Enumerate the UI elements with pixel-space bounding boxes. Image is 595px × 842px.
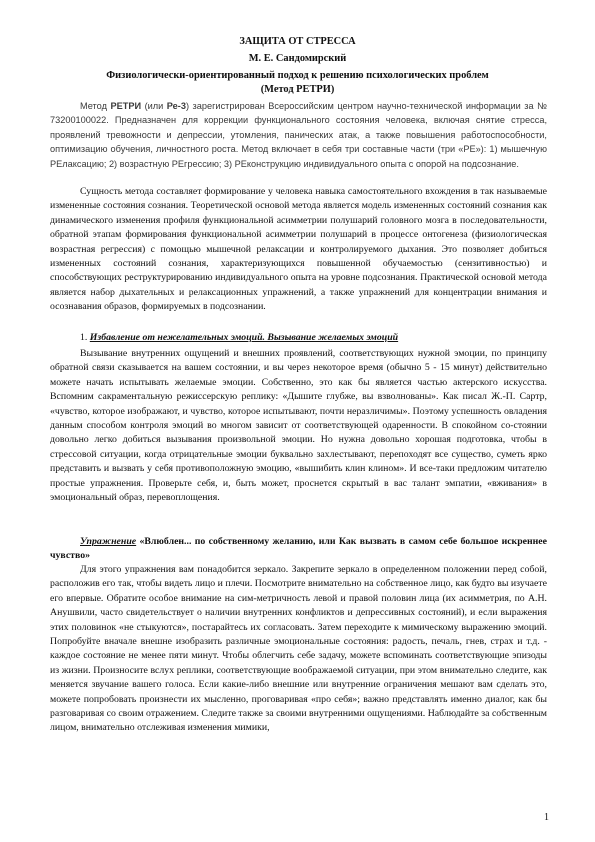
method-name: (Метод РЕТРИ) (260, 84, 335, 95)
intro-paragraph (50, 99, 547, 171)
intro-text-1: Метод (80, 101, 111, 111)
section-heading-text: Избавление от нежелательных эмоций. Вызывание желаемых эмоций (89, 332, 399, 343)
author-name: М. Е. Сандомирский (248, 53, 347, 64)
essence-paragraph: Сущность метода составляет формирование у человека навыка самостоятельного вхождения в так называемые измененные состояния сознания. Теоретической основой метода является модель измененных состояний сознания как динамического изменения профиля функциональной асимметрии полушарий головного мозга в последовательности, обратной этапам формирования функциональной асимметрии полушарий в процессе онтогенеза (физиологическая возрастная регрессия) с помощью мышечной релаксации и контролируемого дыхания. Это позволяет добиться измененных состояний сознания, характеризующихся повышенной обучаемостью (сензитивностью) и способствующих реструктурированию индивидуального опыта на уровне подсознания. Практической основой метода является набор дыхательных и релаксационных упражнений, а также упражнений для концентрации внимания и осознавания образов, формируемых в подсознании. (50, 186, 547, 313)
page-number: 1 (544, 812, 549, 823)
intro-text-3: ) зарегистрирован Всероссийским центром научно-технической информации за № 73200100022. Предназначен для коррекции функционального состояния человека, включая снятие стресса, проявлений тревожности и депрессии, утомления, панических атак, а также повышения работоспособности, оптимизацию обучения, личностного роста. Метод включает в себя три составные части (три «РЕ»): 1) мышечную РЕлаксацию; 2) возрастную РЕгрессию; 3) РЕконструкцию индивидуального опыта с опорой на подсознание. (50, 101, 547, 169)
section-heading (50, 331, 547, 345)
exercise-heading (50, 535, 547, 564)
exercise-label: Упражнение (80, 536, 137, 547)
exercise-paragraph: Для этого упражнения вам понадобится зеркало. Закрепите зеркало в определенном положении перед собой, расположив его так, чтобы видеть лицо и плечи. Посмотрите внимательно на собственное лицо, как будто вы изучаете его впервые. Обратите особое внимание на сим-метричность левой и правой половин лица (их асимметрия, по А.Н. Анушвили, часто свидетельствует о наличии внутренних конфликтов и депрессивных состояний), и если выражения этих половинок «не стыкуются», постарайтесь их согласовать. Затем переходите к мимическому выражению эмоций. Попробуйте вначале внешне изобразить различные эмоциональные состояния: радость, печаль, гнев, страх и т.д. - каждое состояние не менее пяти минут. Чтобы облегчить себе задачу, можете вспоминать соответствующие эпизоды из жизни. Произносите вслух реплики, соответствующие воображаемой ситуации, при этом внимательно следите, как меняется звучание вашего голоса. Если какие-либо внешние или внутренние ограничения мешают вам сделать это, можете попробовать произнести их мысленно, проговаривая «про себя»; важно представлять именно диалог, как бы разговаривая со своим отражением. Следите также за своими внутренними ощущениями. Наблюдайте за собственным лицом, внимательно отслеживая изменения мимики, (50, 564, 547, 734)
intro-text-2: (или (141, 101, 167, 111)
intro-bold-retri: РЕТРИ (110, 101, 142, 111)
intro-bold-re3: Ре-3 (166, 101, 186, 111)
emotions-paragraph: Вызывание внутренних ощущений и внешних проявлений, соответствующих нужной эмоции, по принципу обратной связи сказывается на вашем состоянии, и вы через некоторое время (обычно 5 - 15 минут) действительно можете начать испытывать желаемые эмоции. Собственно, это как бы является частью актерского искусства. Вспомним сакраментальную режиссерскую реплику: «Дышите глубже, вы взволнованы». Как писал Ж.-П. Сартр, «чувство, которое изображают, и чувство, которое испытывают, почти неразличимы». Поэтому успешность овладения данным способом контроля эмоций во многом зависит от соответствующей одаренности. В спокойном со-стоянии довольно легко добиться вызывания произвольной эмоции. Но нужна довольно хорошая подготовка, чтобы в стрессовой ситуации, когда отрицательные эмоции буквально захлестывают, перепоходят все существо, суметь ярко представить и вызвать у себя противоположную эмоцию, «вышибить клин клином». И все-таки предложим читателю простые упражнения. Проверьте себя, и, быть может, проснется скрытый в вас талант эмпатии, «вживания» в эмоциональный образ, перевоплощения. (50, 348, 547, 504)
document-title: ЗАЩИТА ОТ СТРЕССА (239, 36, 356, 47)
document-subtitle: Физиологически-ориентированный подход к решению психологических проблем (106, 70, 489, 81)
section-number: 1. (80, 332, 90, 343)
exercise-title: «Влюблен... по собственному желанию, или Как вызвать в самом себе большое искреннее чувство» (50, 536, 547, 562)
